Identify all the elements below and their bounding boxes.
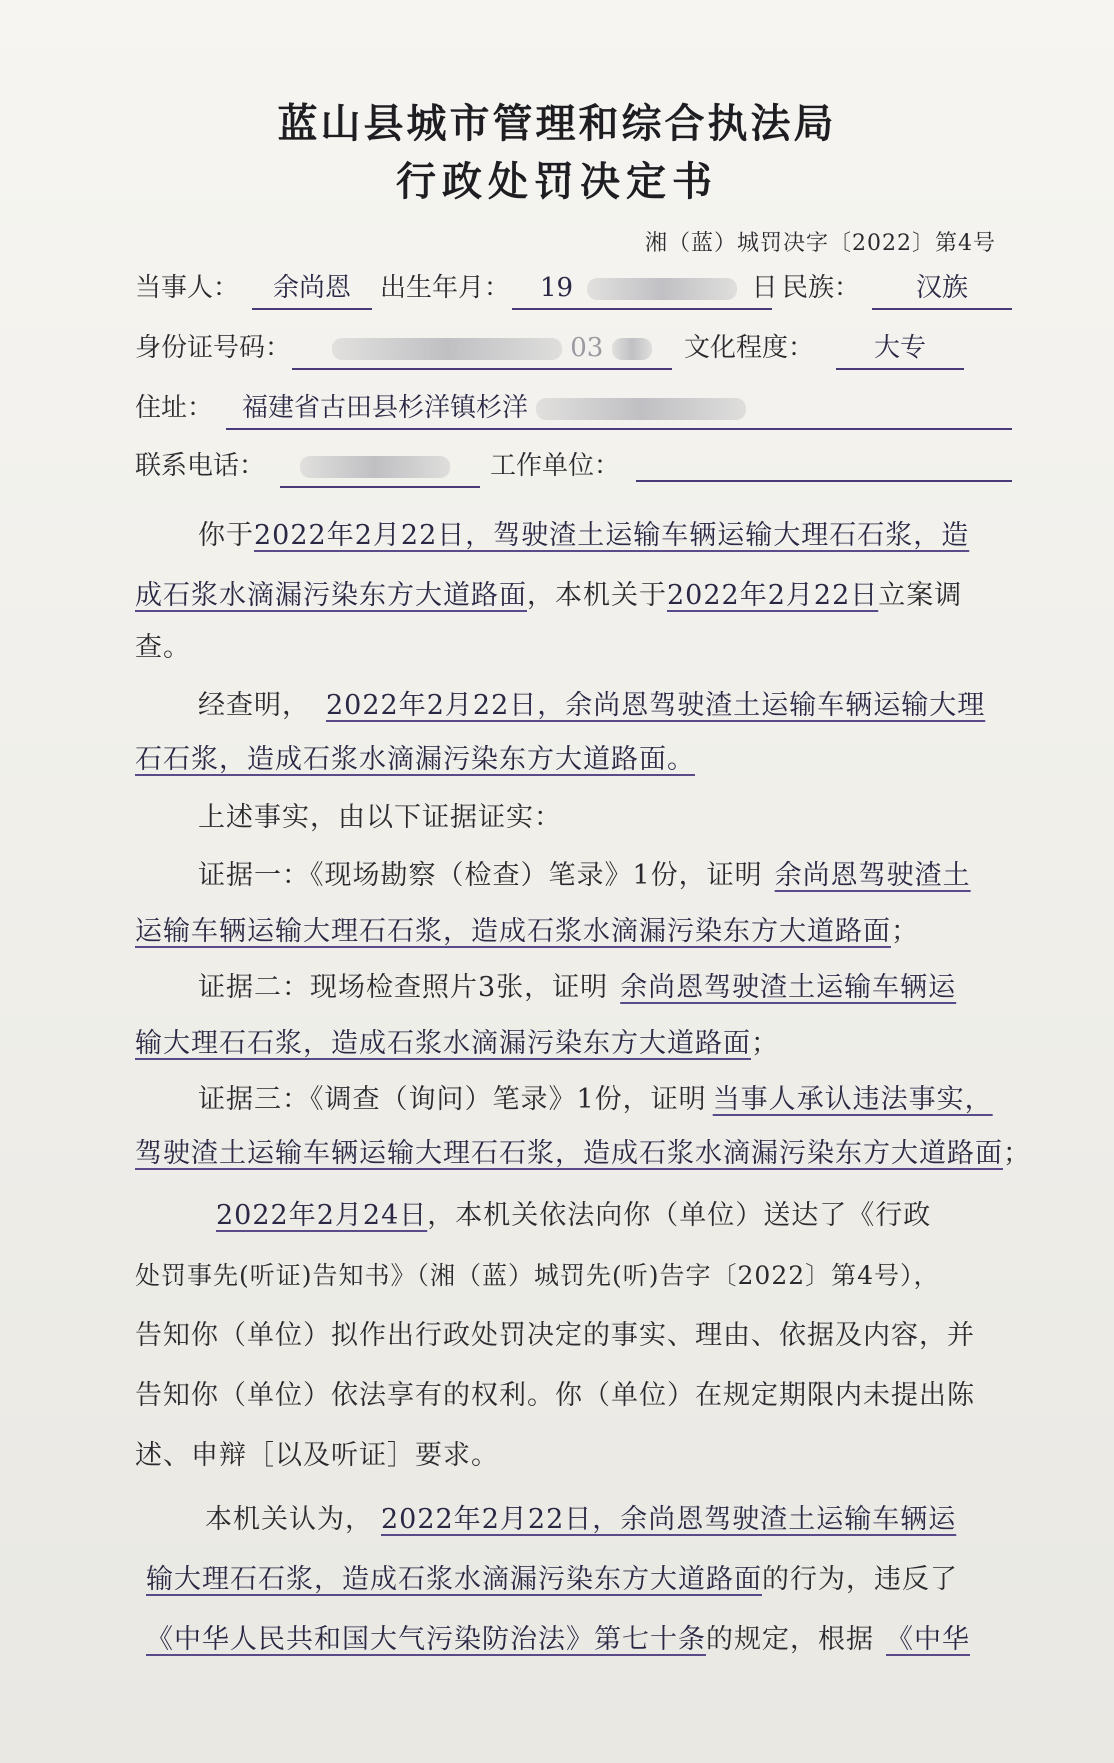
ethnic-value: 汉族 [872, 268, 1012, 310]
evidence-1-line-1: 证据一：《现场勘察（检查）笔录》1份，证明 余尚恩驾驶渣土 [198, 860, 971, 891]
p5-line-1: 本机关认为， 2022年2月22日，余尚恩驾驶渣土运输车辆运 [205, 1504, 957, 1535]
address-value: 福建省古田县杉洋镇杉洋 [226, 388, 1012, 430]
education-label: 文化程度： [684, 333, 815, 363]
name-value: 余尚恩 [252, 268, 372, 310]
p2-line-2: 石石浆，造成石浆水滴漏污染东方大道路面。 [135, 744, 695, 775]
p4-line-5: 述、申辩［以及听证］要求。 [135, 1440, 499, 1471]
document-number: 湘（蓝）城罚决字〔2022〕第4号 [645, 231, 996, 256]
evidence-2-line-1: 证据二：现场检查照片3张，证明 余尚恩驾驶渣土运输车辆运 [198, 972, 957, 1003]
ethnic-label: 民族： [782, 273, 861, 303]
p4-line-3: 告知你（单位）拟作出行政处罚决定的事实、理由、依据及内容，并 [135, 1320, 975, 1351]
p1-line-1: 你于2022年2月22日，驾驶渣土运输车辆运输大理石石浆，造 [198, 520, 970, 551]
evidence-2-line-2: 输大理石石浆，造成石浆水滴漏污染东方大道路面； [135, 1028, 779, 1059]
org-title: 蓝山县城市管理和综合执法局 [277, 101, 837, 147]
p4-line-2: 处罚事先(听证)告知书》（湘（蓝）城罚先(听)告字〔2022〕第4号）， [135, 1261, 940, 1290]
p2-line-1: 经查明， 2022年2月22日，余尚恩驾驶渣土运输车辆运输大理 [198, 690, 986, 721]
party-line-1 [0, 268, 1114, 308]
id-label: 身份证号码： [135, 333, 292, 363]
work-unit-label: 工作单位： [490, 451, 621, 481]
birth-label: 出生年月： [380, 273, 511, 303]
work-unit-value [636, 446, 1012, 482]
evidence-intro: 上述事实，由以下证据证实： [198, 802, 562, 833]
evidence-3-line-2: 驾驶渣土运输车辆运输大理石石浆，造成石浆水滴漏污染东方大道路面； [135, 1138, 1031, 1169]
address-label: 住址： [135, 393, 214, 423]
phone-value [280, 446, 480, 488]
evidence-1-line-2: 运输车辆运输大理石石浆，造成石浆水滴漏污染东方大道路面； [135, 916, 919, 947]
p4-line-1: 2022年2月24日，本机关依法向你（单位）送达了《行政 [216, 1200, 932, 1231]
name-label: 当事人： [135, 273, 240, 303]
p5-line-3: 《中华人民共和国大气污染防治法》第七十条的规定，根据 《中华 [146, 1624, 970, 1655]
p1-line-3: 查。 [135, 632, 191, 663]
doc-type-title: 行政处罚决定书 [396, 159, 718, 205]
evidence-3-line-1: 证据三：《调查（询问）笔录》1份，证明 当事人承认违法事实， [198, 1084, 993, 1115]
p4-line-4: 告知你（单位）依法享有的权利。你（单位）在规定期限内未提出陈 [135, 1380, 975, 1411]
p1-line-2: 成石浆水滴漏污染东方大道路面，本机关于2022年2月22日立案调 [135, 580, 963, 611]
party-line-3 [0, 388, 1114, 428]
party-line-2 [0, 328, 1114, 368]
birth-value: 19 日 [512, 268, 772, 310]
party-line-4 [0, 446, 1114, 486]
education-value: 大专 [836, 328, 964, 370]
phone-label: 联系电话： [135, 451, 266, 481]
p5-line-2: 输大理石石浆，造成石浆水滴漏污染东方大道路面的行为，违反了 [146, 1564, 958, 1595]
id-value: 03 [292, 328, 672, 370]
